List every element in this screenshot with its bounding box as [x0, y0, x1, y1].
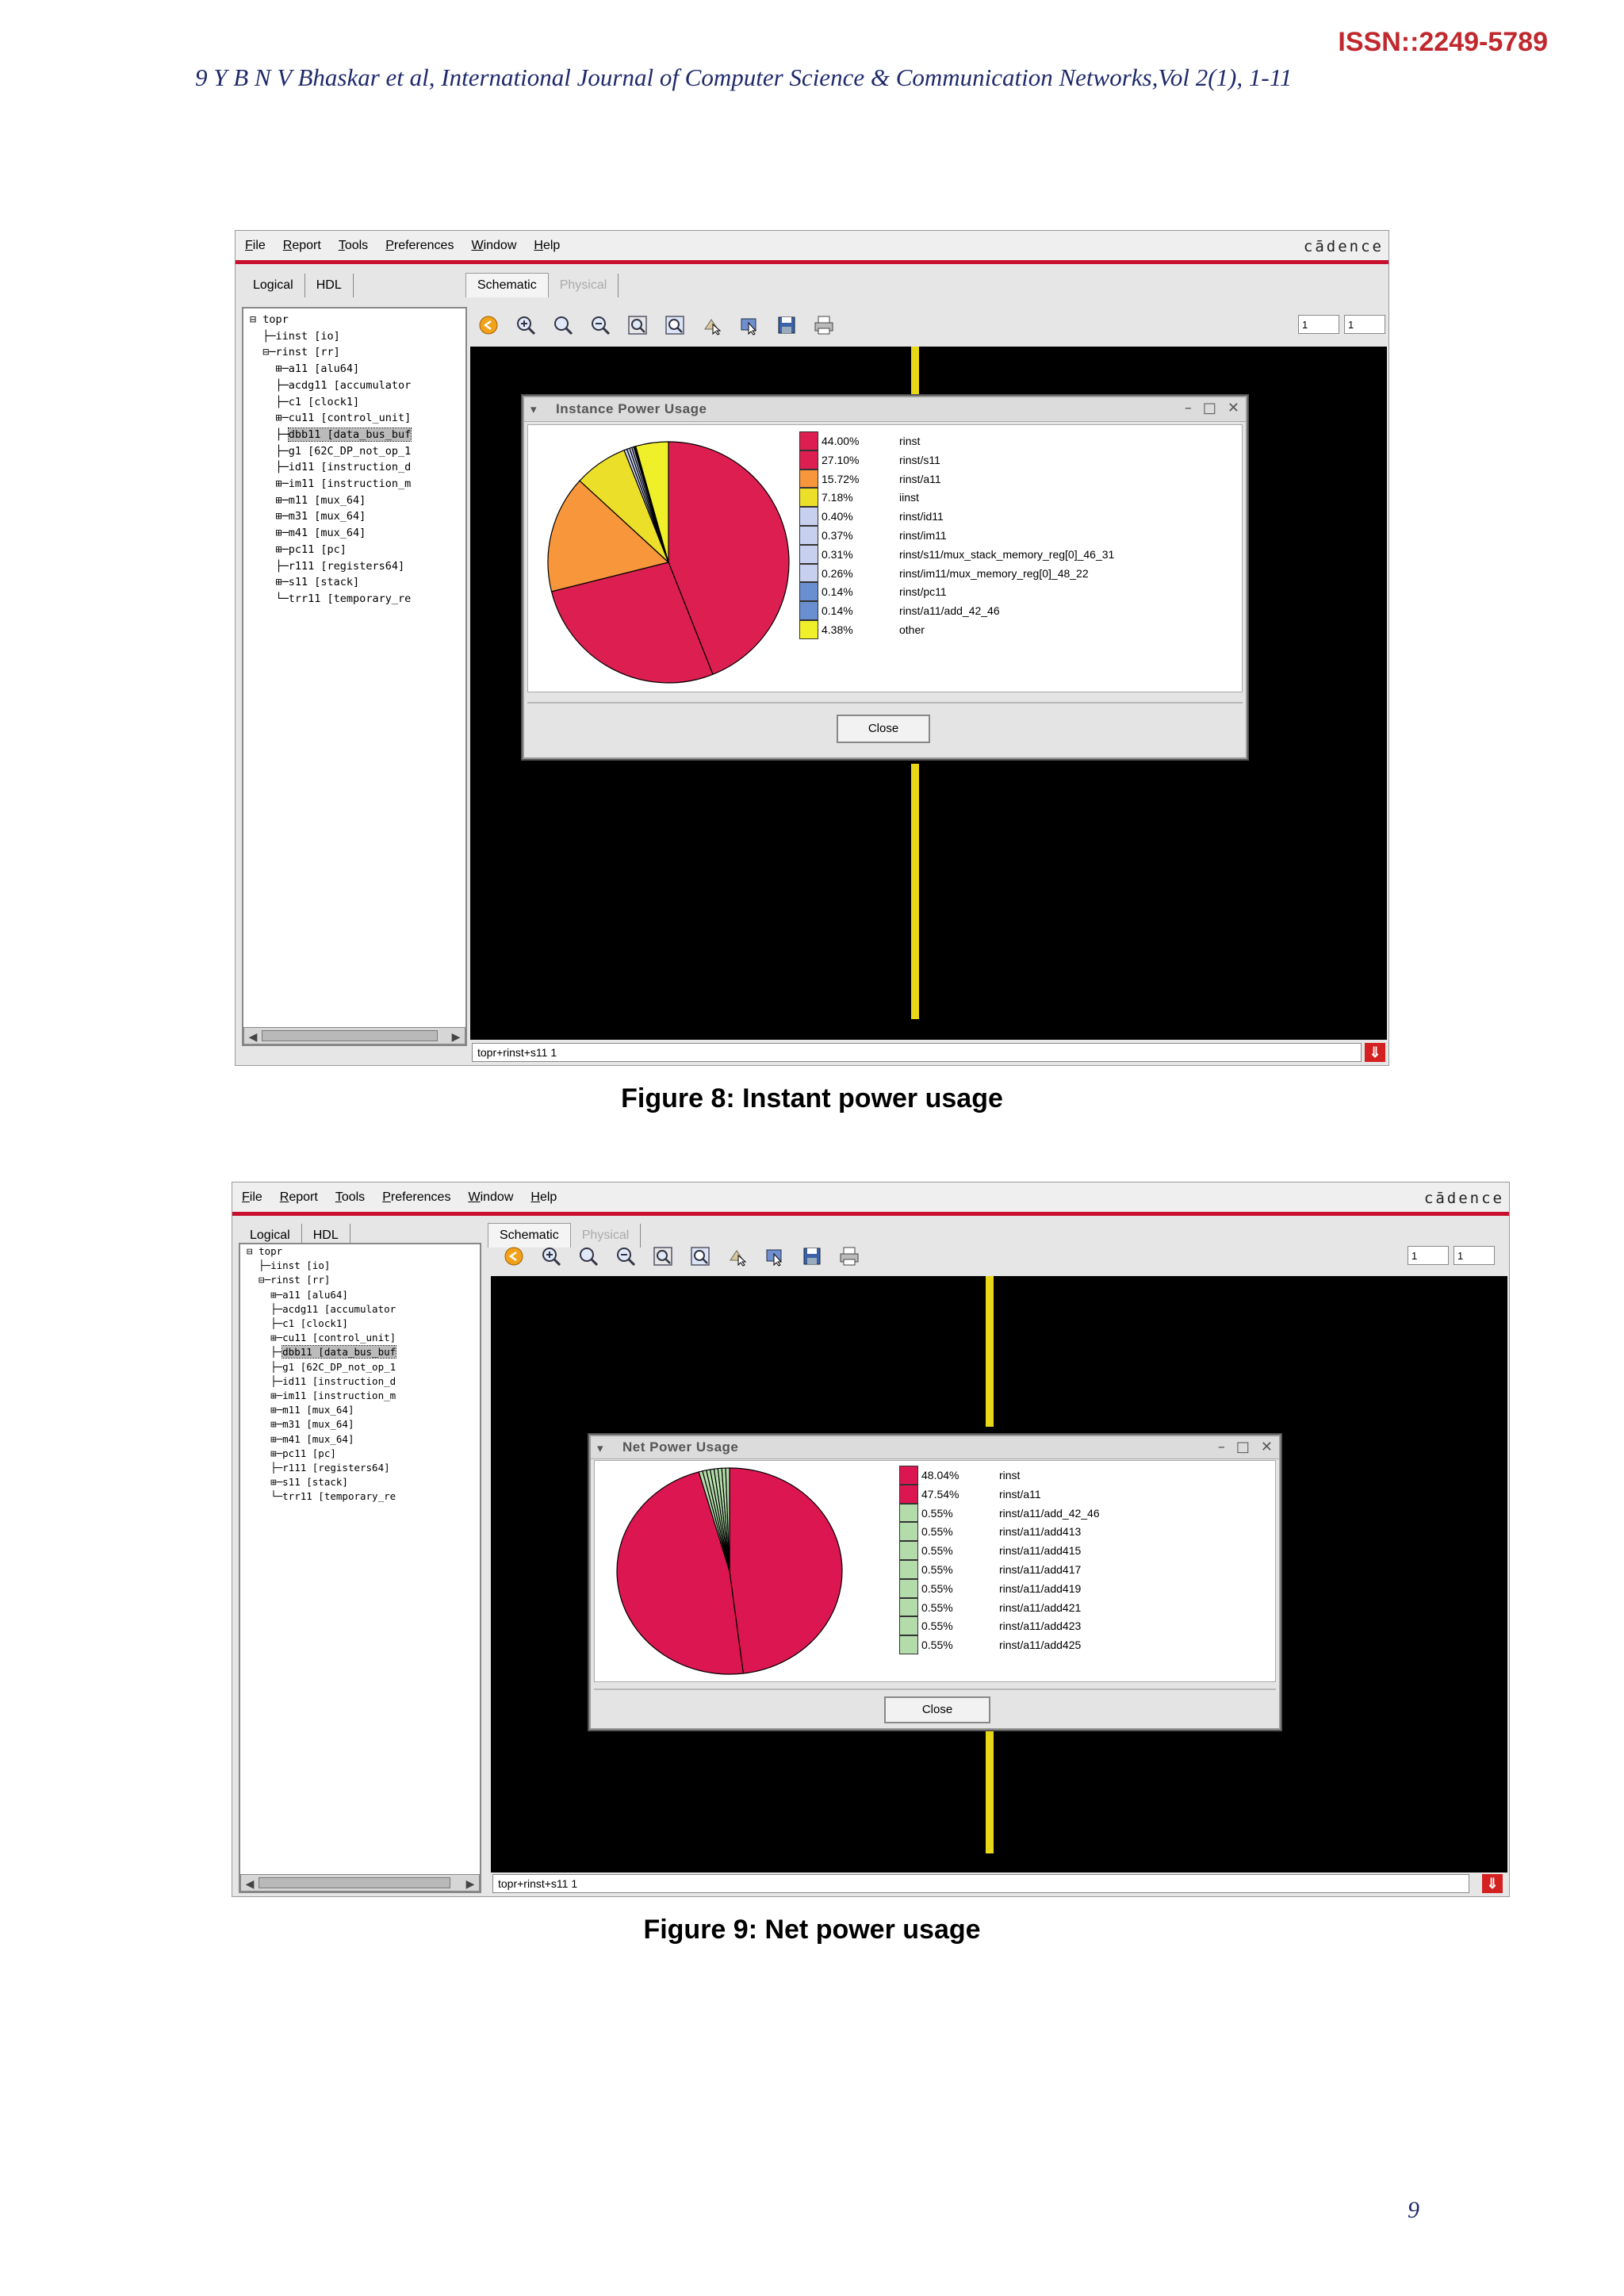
zoom-out-icon[interactable]: [590, 315, 611, 335]
tree-connector: ⊞─: [250, 542, 289, 556]
tree-connector: ⊞─: [247, 1418, 283, 1431]
legend-swatch: [899, 1504, 918, 1523]
legend-label: rinst/a11/add413: [999, 1525, 1082, 1539]
tree-node-label: c1 [clock1]: [282, 1317, 348, 1330]
tree-connector: ├─: [247, 1302, 283, 1315]
tree-node[interactable]: [250, 344, 411, 361]
legend-percent: 0.55%: [921, 1544, 953, 1558]
tree-node[interactable]: [247, 1432, 396, 1447]
tab-hdl[interactable]: HDL: [302, 1224, 350, 1248]
tree-node-label: dbb11 [data_bus_buf: [288, 427, 412, 441]
tree-node-label: m31 [mux_64]: [282, 1418, 354, 1431]
tree-connector: ⊞─: [247, 1332, 283, 1344]
window-controls: [1185, 400, 1239, 416]
tree-node-label: g1 [62C_DP_not_op_1: [288, 444, 412, 458]
legend-swatch: [899, 1635, 918, 1654]
tree-node[interactable]: [247, 1288, 396, 1302]
dialog-footer-divider: [594, 1688, 1276, 1690]
legend-percent: 0.31%: [822, 547, 853, 561]
right-tab-row: [465, 267, 619, 297]
tree-node-label: id11 [instruction_d: [288, 461, 412, 474]
tree-node[interactable]: [250, 328, 411, 345]
wire: [986, 1727, 994, 1853]
tree-node[interactable]: [247, 1244, 396, 1259]
dialog-title: Net Power Usage: [591, 1436, 1279, 1459]
zoom-in-icon[interactable]: [541, 1246, 561, 1267]
legend-swatch: [799, 620, 818, 639]
schematic-toolbar: [478, 315, 834, 335]
tab-physical[interactable]: Physical: [571, 1224, 642, 1248]
legend-label: rinst/im11/mux_memory_reg[0]_48_22: [899, 566, 1089, 580]
tree-connector: ⊞─: [250, 412, 289, 425]
menu-tools[interactable]: Tools: [335, 1190, 366, 1204]
legend-percent: 0.55%: [921, 1562, 953, 1576]
tree-node[interactable]: [247, 1475, 396, 1489]
figure-8-caption: Figure 8: Instant power usage: [621, 1083, 1003, 1114]
tree-node-label: acdg11 [accumulator: [288, 378, 412, 392]
legend-label: rinst/a11/add417: [999, 1562, 1082, 1576]
legend-swatch: [899, 1485, 918, 1504]
legend-label: rinst/s11: [899, 453, 940, 466]
zoom-field-2[interactable]: 1: [1454, 1246, 1495, 1265]
dialog-title: Instance Power Usage: [524, 397, 1246, 422]
menu-preferences[interactable]: Preferences: [382, 1190, 451, 1204]
tree-connector: ⊟: [250, 313, 263, 326]
tree-node-label: m11 [mux_64]: [288, 493, 366, 507]
legend-swatch: [899, 1616, 918, 1635]
figure-9-caption: Figure 9: Net power usage: [643, 1915, 981, 1945]
tree-node-label: iinst [io]: [270, 1259, 331, 1272]
tree-connector: ├─: [250, 329, 276, 343]
tree-node-label: trr11 [temporary_re: [288, 592, 412, 605]
minimize-icon[interactable]: –: [1184, 400, 1192, 416]
legend-label: rinst: [899, 435, 921, 447]
tree-node[interactable]: [250, 427, 411, 443]
legend-label: rinst/a11/add_42_46: [899, 604, 1000, 618]
tree-node-label: iinst [io]: [275, 329, 340, 343]
tree-node[interactable]: [250, 591, 411, 608]
tree-node[interactable]: [247, 1389, 396, 1403]
tree-node[interactable]: [250, 410, 411, 427]
tree-connector: ⊞─: [250, 477, 289, 491]
maximize-icon[interactable]: □: [1235, 1439, 1250, 1455]
tree-node-label: topr: [262, 313, 289, 326]
legend-swatch: [799, 488, 818, 507]
tree-node[interactable]: [250, 558, 411, 575]
tree-node[interactable]: [247, 1447, 396, 1461]
print-icon[interactable]: [814, 315, 834, 335]
net-power-dialog: [589, 1435, 1281, 1730]
legend-label: rinst/a11: [999, 1487, 1041, 1501]
cadence-window-figure8: [235, 230, 1389, 1066]
legend-swatch: [799, 582, 818, 601]
legend-percent: 4.38%: [822, 623, 853, 636]
tree-node-label: pc11 [pc]: [288, 542, 347, 556]
tree-node-label: acdg11 [accumulator: [282, 1302, 396, 1315]
tree-node[interactable]: [247, 1345, 396, 1359]
legend-swatch: [899, 1579, 918, 1598]
back-icon[interactable]: [504, 1246, 524, 1267]
legend-swatch: [799, 431, 818, 450]
close-button[interactable]: Close: [837, 715, 930, 743]
menu-bar: [236, 231, 1388, 264]
tree-node-label: trr11 [temporary_re: [282, 1490, 396, 1503]
wire: [911, 347, 919, 396]
tree-connector: ⊞─: [250, 510, 289, 523]
tree-node-label: rinst [rr]: [275, 346, 340, 359]
tree-node[interactable]: [250, 574, 411, 591]
scroll-right-icon[interactable]: ▶: [465, 1877, 475, 1890]
tree-node-label: dbb11 [data_bus_buf: [282, 1346, 396, 1359]
left-tab-row: [242, 267, 354, 297]
tree-connector: ├─: [250, 395, 289, 408]
zoom-field-2[interactable]: 1: [1344, 315, 1385, 334]
legend-label: iinst: [899, 491, 919, 504]
tree-node[interactable]: [247, 1417, 396, 1432]
tab-schematic[interactable]: Schematic: [488, 1223, 571, 1248]
tab-logical[interactable]: Logical: [239, 1224, 302, 1248]
tree-node-label: id11 [instruction_d: [282, 1374, 396, 1387]
tree-connector: ⊞─: [247, 1447, 283, 1459]
print-icon[interactable]: [839, 1246, 860, 1267]
tree-node-label: m11 [mux_64]: [282, 1404, 354, 1416]
legend-label: rinst: [999, 1469, 1021, 1481]
zoom-area-icon[interactable]: [665, 315, 685, 335]
menu-window[interactable]: Window: [471, 238, 517, 252]
tree-connector: ├─: [250, 427, 289, 441]
legend-label: rinst/a11/add_42_46: [999, 1506, 1100, 1520]
tree-connector: ⊞─: [247, 1288, 283, 1301]
tree-node-label: r111 [registers64]: [282, 1462, 390, 1474]
zoom-area-icon[interactable]: [690, 1246, 710, 1267]
tree-node[interactable]: [250, 312, 411, 328]
pie-slice: [730, 1468, 842, 1673]
tree-node[interactable]: [250, 493, 411, 509]
save-icon[interactable]: [776, 315, 797, 335]
status-bar: topr+rinst+s11 1: [472, 1043, 1362, 1062]
hierarchy-panel: [242, 307, 467, 1046]
legend-swatch: [799, 601, 818, 620]
tree-node[interactable]: [250, 508, 411, 525]
tree-node[interactable]: [250, 361, 411, 378]
running-head: 9 Y B N V Bhaskar et al, International Journal of Computer Science & Communication Networks,Vol 2(1), 1-11: [195, 63, 1293, 91]
save-icon[interactable]: [802, 1246, 822, 1267]
menu-bar: [232, 1182, 1509, 1216]
menu-help[interactable]: Help: [530, 1190, 557, 1204]
legend-percent: 0.26%: [822, 566, 853, 580]
chevron-down-icon[interactable]: ▾: [597, 1442, 603, 1455]
tree-connector: ├─: [247, 1360, 283, 1373]
download-icon[interactable]: ⇓: [1482, 1874, 1503, 1893]
legend-percent: 0.55%: [921, 1619, 953, 1633]
tree-connector: ├─: [250, 461, 289, 474]
tree-node[interactable]: [250, 476, 411, 493]
tree-node[interactable]: [247, 1461, 396, 1475]
tree-node[interactable]: [247, 1317, 396, 1331]
tree-node-label: im11 [instruction_m: [288, 477, 412, 491]
legend-percent: 0.55%: [921, 1600, 953, 1614]
tree-node-label: m41 [mux_64]: [288, 527, 366, 540]
tree-node[interactable]: [250, 525, 411, 542]
wire: [911, 764, 919, 1019]
tree-connector: ⊞─: [247, 1432, 283, 1445]
cadence-logo: cādence: [1303, 238, 1384, 255]
instance-power-dialog: [523, 396, 1247, 759]
filter-icon[interactable]: [764, 1246, 785, 1267]
scroll-left-icon[interactable]: ◀: [248, 1030, 258, 1043]
tree-node-label: m41 [mux_64]: [282, 1432, 354, 1445]
download-icon[interactable]: ⇓: [1365, 1043, 1385, 1062]
hierarchy-tree: [247, 1244, 396, 1504]
scroll-thumb[interactable]: [262, 1030, 438, 1041]
select-icon[interactable]: [702, 315, 722, 335]
tree-node-label: a11 [alu64]: [282, 1288, 348, 1301]
scroll-left-icon[interactable]: ◀: [245, 1877, 255, 1890]
maximize-icon[interactable]: □: [1202, 400, 1216, 416]
tree-connector: ⊞─: [247, 1389, 283, 1402]
tree-node-label: a11 [alu64]: [288, 362, 360, 376]
menu-tools[interactable]: Tools: [338, 238, 369, 252]
tree-connector: └─: [247, 1490, 283, 1503]
cadence-window-figure9: [232, 1182, 1510, 1897]
tree-connector: ⊞─: [247, 1404, 283, 1416]
legend-percent: 0.40%: [822, 510, 853, 523]
tree-node[interactable]: [247, 1331, 396, 1345]
legend-percent: 0.55%: [921, 1525, 953, 1539]
minimize-icon[interactable]: –: [1217, 1439, 1225, 1455]
legend-percent: 47.54%: [921, 1487, 959, 1501]
menu-file[interactable]: File: [245, 238, 266, 252]
back-icon[interactable]: [478, 315, 499, 335]
tree-node[interactable]: [250, 394, 411, 411]
menu-help[interactable]: Help: [534, 238, 561, 252]
zoom-in-icon[interactable]: [515, 315, 536, 335]
close-icon[interactable]: ✕: [1260, 1439, 1273, 1455]
zoom-out-icon[interactable]: [615, 1246, 636, 1267]
horizontal-scrollbar[interactable]: [243, 1027, 465, 1045]
legend-swatch: [799, 564, 818, 583]
legend-label: rinst/a11/add419: [999, 1581, 1082, 1595]
tab-hdl[interactable]: HDL: [305, 274, 354, 297]
legend-percent: 27.10%: [822, 453, 860, 466]
tree-connector: └─: [250, 592, 289, 605]
tab-physical[interactable]: Physical: [549, 274, 619, 297]
hierarchy-tree: [250, 312, 411, 608]
tree-connector: ⊞─: [250, 493, 289, 507]
tree-connector: ├─: [247, 1462, 283, 1474]
tree-node-label: rinst [rr]: [270, 1274, 331, 1286]
tab-schematic[interactable]: Schematic: [465, 273, 549, 297]
zoom-fields: [1408, 1246, 1495, 1265]
legend-swatch: [799, 450, 818, 470]
dialog-footer-divider: [527, 702, 1243, 703]
tree-node[interactable]: [247, 1273, 396, 1287]
zoom-icon[interactable]: [578, 1246, 599, 1267]
legend-swatch: [899, 1560, 918, 1579]
dialog-body: [594, 1460, 1276, 1682]
legend-swatch: [799, 545, 818, 564]
tree-node[interactable]: [250, 443, 411, 460]
legend-percent: 0.55%: [921, 1639, 953, 1652]
legend-percent: 44.00%: [822, 435, 860, 447]
issn-label: ISSN::2249-5789: [1338, 27, 1548, 57]
tree-connector: ⊞─: [250, 576, 289, 589]
tree-node[interactable]: [247, 1302, 396, 1317]
legend-label: rinst/s11/mux_stack_memory_reg[0]_46_31: [899, 547, 1115, 561]
tree-node-label: im11 [instruction_m: [282, 1389, 396, 1402]
close-button[interactable]: Close: [884, 1696, 990, 1723]
legend-label: rinst/a11/add423: [999, 1619, 1082, 1633]
legend-label: rinst/a11/add415: [999, 1544, 1082, 1558]
legend-percent: 0.55%: [921, 1506, 953, 1520]
window-controls: [1218, 1439, 1273, 1455]
close-icon[interactable]: ✕: [1227, 400, 1239, 416]
hierarchy-panel: [239, 1243, 481, 1893]
horizontal-scrollbar[interactable]: [240, 1874, 480, 1892]
tree-node-label: pc11 [pc]: [282, 1447, 336, 1459]
tree-connector: ⊟: [247, 1245, 259, 1257]
legend-swatch: [899, 1466, 918, 1485]
tree-node-label: cu11 [control_unit]: [282, 1332, 396, 1344]
tree-node[interactable]: [247, 1403, 396, 1417]
legend-percent: 0.14%: [822, 604, 853, 618]
zoom-fit-icon[interactable]: [627, 315, 648, 335]
zoom-icon[interactable]: [553, 315, 573, 335]
tree-connector: ├─: [247, 1346, 283, 1359]
legend-label: rinst/im11: [899, 528, 947, 542]
filter-icon[interactable]: [739, 315, 760, 335]
legend-percent: 0.37%: [822, 528, 853, 542]
menu-preferences[interactable]: Preferences: [385, 238, 454, 252]
tree-node[interactable]: [247, 1489, 396, 1504]
zoom-fields: [1298, 315, 1385, 334]
wire: [986, 1276, 994, 1427]
legend-swatch: [899, 1541, 918, 1560]
legend-label: rinst/id11: [899, 510, 944, 523]
legend-swatch: [899, 1522, 918, 1541]
tree-connector: ⊞─: [247, 1476, 283, 1489]
dialog-body: [527, 424, 1243, 692]
tree-connector: ├─: [250, 378, 289, 392]
select-icon[interactable]: [727, 1246, 748, 1267]
right-tab-row: [488, 1217, 641, 1248]
status-bar: topr+rinst+s11 1: [492, 1874, 1469, 1893]
tab-logical[interactable]: Logical: [242, 274, 305, 297]
tree-node[interactable]: [250, 459, 411, 476]
tree-connector: ⊟─: [250, 346, 276, 359]
tree-node-label: r111 [registers64]: [288, 559, 405, 573]
tree-connector: ⊞─: [250, 362, 289, 376]
menu-file[interactable]: File: [242, 1190, 262, 1204]
legend-percent: 0.14%: [822, 585, 853, 599]
tree-node-label: m31 [mux_64]: [288, 510, 366, 523]
scroll-right-icon[interactable]: ▶: [451, 1030, 461, 1043]
schematic-toolbar: [504, 1246, 860, 1267]
zoom-field-1[interactable]: 1: [1298, 315, 1339, 334]
menu-report[interactable]: Report: [282, 238, 321, 252]
cadence-logo: cādence: [1423, 1190, 1504, 1207]
tree-connector: ├─: [247, 1374, 283, 1387]
legend-swatch: [799, 526, 818, 545]
zoom-field-1[interactable]: 1: [1408, 1246, 1449, 1265]
tree-node[interactable]: [250, 378, 411, 394]
tree-node-label: c1 [clock1]: [288, 395, 360, 408]
legend-percent: 7.18%: [822, 491, 853, 504]
page-number: 9: [1408, 2197, 1419, 2223]
menu-report[interactable]: Report: [279, 1190, 318, 1204]
legend-swatch: [799, 507, 818, 526]
zoom-fit-icon[interactable]: [653, 1246, 673, 1267]
menu-window[interactable]: Window: [468, 1190, 514, 1204]
tree-connector: ⊟─: [247, 1274, 271, 1286]
chevron-down-icon[interactable]: ▾: [530, 403, 537, 416]
tree-connector: ├─: [247, 1259, 271, 1272]
tree-connector: ⊞─: [250, 527, 289, 540]
legend-label: rinst/pc11: [899, 585, 947, 599]
tree-node-label: topr: [259, 1245, 283, 1257]
tree-node-label: cu11 [control_unit]: [288, 412, 412, 425]
tree-node[interactable]: [250, 542, 411, 558]
tree-node[interactable]: [247, 1360, 396, 1374]
tree-connector: ├─: [247, 1317, 283, 1330]
scroll-thumb[interactable]: [259, 1877, 450, 1888]
legend-label: rinst/a11/add421: [999, 1600, 1082, 1614]
tree-node[interactable]: [247, 1374, 396, 1389]
legend-label: rinst/a11: [899, 472, 941, 485]
legend-swatch: [799, 470, 818, 489]
legend-label: rinst/a11/add425: [999, 1639, 1082, 1652]
legend-swatch: [899, 1598, 918, 1617]
pie-chart: [538, 431, 799, 693]
tree-connector: ├─: [250, 559, 289, 573]
tree-node-label: s11 [stack]: [282, 1476, 348, 1489]
legend-percent: 15.72%: [822, 472, 860, 485]
legend-percent: 48.04%: [921, 1469, 959, 1481]
tree-node[interactable]: [247, 1259, 396, 1273]
tree-node-label: g1 [62C_DP_not_op_1: [282, 1360, 396, 1373]
tree-node-label: s11 [stack]: [288, 576, 360, 589]
pie-chart: [611, 1464, 848, 1678]
tree-connector: ├─: [250, 444, 289, 458]
legend-percent: 0.55%: [921, 1581, 953, 1595]
legend-label: other: [899, 623, 925, 636]
